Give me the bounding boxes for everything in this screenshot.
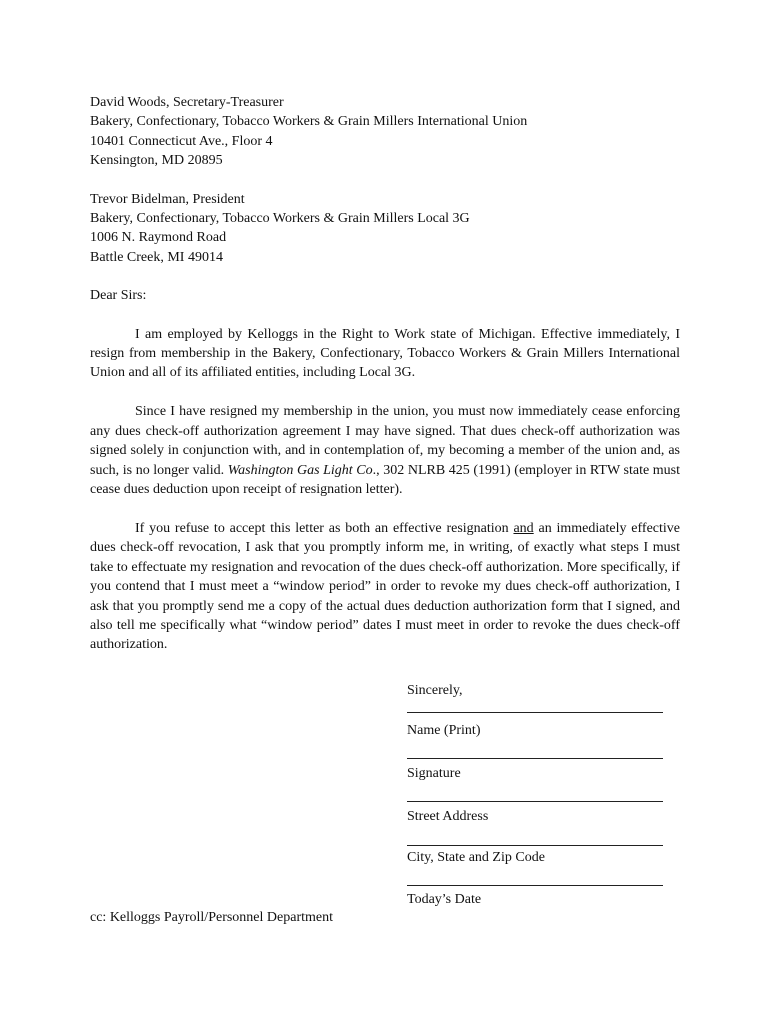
paragraph-dues-text-before: Since I have resigned my membership in the union, you must now immediately cease enforcing any dues check-off authorization agreement I may have signed. That dues check-off authorization was signed solely in conjunction with, and in contemplation of, my becoming a member of the union and, as such, is no longer valid. [90, 404, 680, 478]
todays-date-label: Today’s Date [407, 892, 482, 907]
recipient-1-city: Kensington, MD 20895 [90, 153, 223, 169]
todays-date-rule[interactable] [407, 885, 663, 886]
recipient-address-2 [90, 190, 690, 268]
paragraph-dues-checkoff [90, 402, 680, 499]
underlined-and: and [513, 520, 534, 536]
recipient-2-street: 1006 N. Raymond Road [90, 230, 227, 246]
case-citation: Washington Gas Light Co [227, 462, 373, 478]
paragraph-resignation-text: I am employed by Kelloggs in the Right to Work state of Michigan. Effective immediately, I resign from membership in the Bakery, Confectionary, Tobacco Workers & Grain Millers International Union and all of its affiliated entities, including Local 3G. [90, 326, 680, 381]
name-print-label: Name (Print) [407, 723, 481, 738]
signature-label: Signature [407, 766, 461, 781]
name-print-rule[interactable] [407, 712, 663, 713]
recipient-address-1 [90, 93, 690, 171]
city-state-zip-label: City, State and Zip Code [407, 850, 545, 865]
paragraph-window-period [90, 519, 680, 655]
paragraph-dues-text-after: ., 302 NLRB 425 (1991) (employer in RTW state must cease dues deduction upon receipt of resignation letter). [90, 462, 681, 497]
recipient-2-city: Battle Creek, MI 49014 [90, 249, 223, 265]
closing: Sincerely, [407, 683, 463, 698]
recipient-2-organization: Bakery, Confectionary, Tobacco Workers & Grain Millers Local 3G [90, 211, 470, 227]
street-address-rule[interactable] [407, 801, 663, 802]
city-state-zip-rule[interactable] [407, 845, 663, 846]
recipient-2-name: Trevor Bidelman, President [90, 191, 245, 207]
cc-line: cc: Kelloggs Payroll/Personnel Department [90, 910, 333, 925]
recipient-1-street: 10401 Connecticut Ave., Floor 4 [90, 133, 273, 149]
paragraph-window-text-after: an immediately effective dues check-off revocation, I ask that you promptly inform me, in writing, of exactly what steps I must take to effectuate my resignation and revocation of the dues check-off authorization. More specifically, if you contend that I must meet a “window period” in order to revoke my dues check-off authorization, I ask that you promptly send me a copy of the actual dues deduction authorization form that I signed, and also tell me specifically what “window period” dates I must meet in order to revoke the dues check-off authorization. [90, 520, 680, 653]
signature-rule[interactable] [407, 758, 663, 759]
paragraph-window-text-before: If you refuse to accept this letter as both an effective resignation [135, 520, 514, 536]
salutation: Dear Sirs: [90, 288, 147, 304]
street-address-label: Street Address [407, 809, 489, 824]
recipient-1-organization: Bakery, Confectionary, Tobacco Workers & Grain Millers International Union [90, 114, 528, 130]
recipient-1-name: David Woods, Secretary-Treasurer [90, 95, 284, 110]
paragraph-resignation [90, 325, 680, 383]
letter-body [90, 93, 690, 674]
